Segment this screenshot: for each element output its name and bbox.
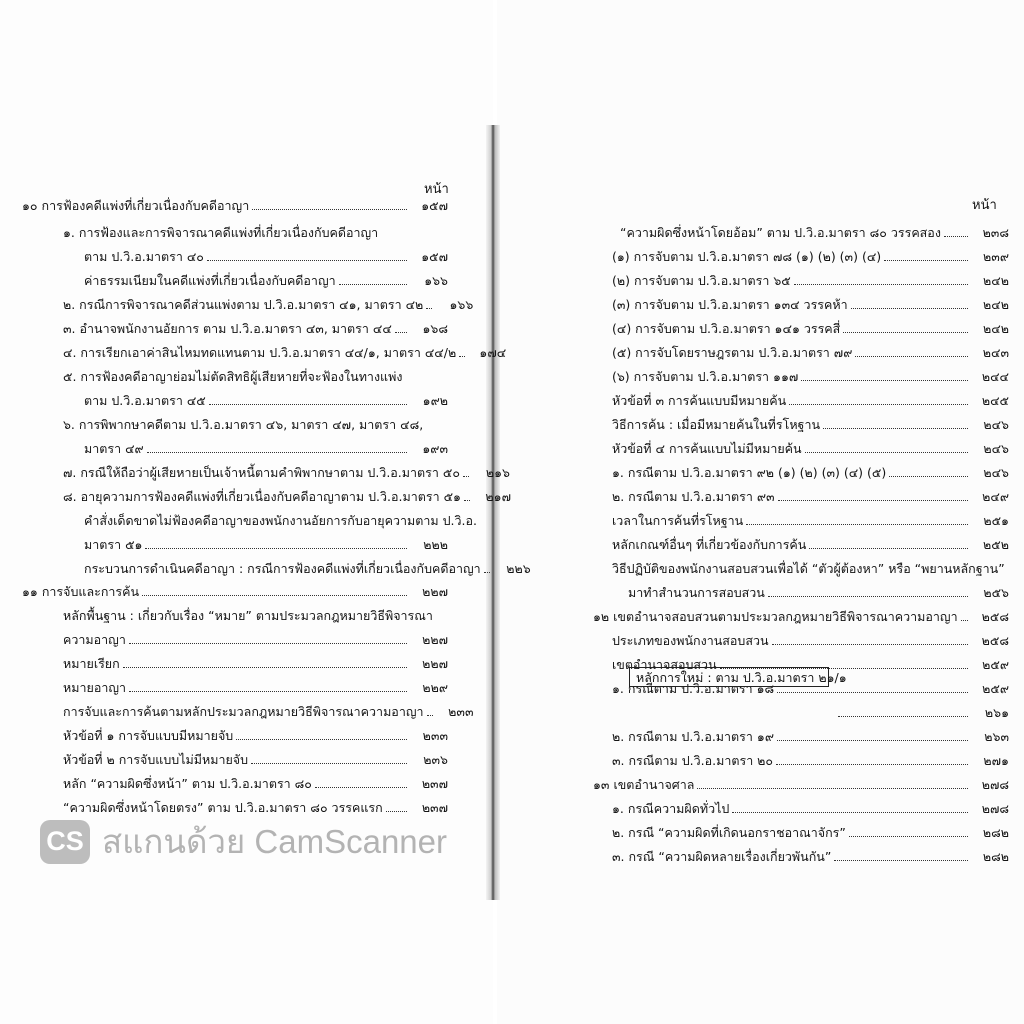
toc-entry-page: ๒๒๙ xyxy=(422,680,448,695)
toc-entry-page: ๒๖๓ xyxy=(984,729,1009,744)
toc-entry-page: ๒๗๘ xyxy=(981,777,1009,792)
toc-entry-text: ๓. อำนาจพนักงานอัยการ ตาม ป.วิ.อ.มาตรา ๔๓, มาตรา ๔๔ xyxy=(63,321,392,336)
toc-entry-text: ตาม ป.วิ.อ.มาตรา ๔๕ xyxy=(84,393,206,408)
dot-leader xyxy=(805,452,968,453)
toc-entry xyxy=(612,483,1009,505)
toc-entry xyxy=(612,795,1009,817)
dot-leader xyxy=(463,476,469,477)
dot-leader xyxy=(801,380,968,381)
dot-leader xyxy=(426,308,432,309)
toc-entry xyxy=(63,459,510,481)
dot-leader xyxy=(777,740,968,741)
toc-entry-page: ๒๓๖ xyxy=(423,752,448,767)
toc-entry xyxy=(84,243,448,265)
toc-entry-text: (๕) การจับโดยราษฎรตาม ป.วิ.อ.มาตรา ๗๙ xyxy=(612,345,853,360)
toc-entry-text: หลัก “ความผิดซึ่งหน้า” ตาม ป.วิ.อ.มาตรา ๘๐ xyxy=(63,776,312,791)
toc-entry-text: ค่าธรรมเนียมในคดีแพ่งที่เกี่ยวเนื่องกับคดีอาญา xyxy=(84,273,336,288)
toc-entry xyxy=(593,771,1009,793)
dot-leader xyxy=(849,836,968,837)
right-page-header: หน้า xyxy=(972,198,997,213)
toc-entry-text: “ความผิดซึ่งหน้าโดยตรง” ตาม ป.วิ.อ.มาตรา ๘๐ วรรคแรก xyxy=(63,800,383,815)
dot-leader xyxy=(395,332,407,333)
toc-entry-page: ๑๖๖ xyxy=(449,297,474,312)
dot-leader xyxy=(427,715,433,716)
toc-entry xyxy=(612,819,1009,841)
toc-entry xyxy=(612,267,1009,289)
toc-entry-page: ๑๕๗ xyxy=(421,198,448,213)
toc-entry-text: ๑. กรณีตาม ป.วิ.อ.มาตรา ๑๘ xyxy=(612,681,775,696)
dot-leader xyxy=(823,428,968,429)
toc-entry-text: ๘. อายุความการฟ้องคดีแพ่งที่เกี่ยวเนื่องกับคดีอาญาตาม ป.วิ.อ.มาตรา ๕๑ xyxy=(63,489,461,504)
boxed-note: หลักการใหม่ : ตาม ป.วิ.อ.มาตรา ๒๑/๑ xyxy=(629,667,829,687)
toc-entry-page: ๒๑๖ xyxy=(485,465,510,480)
toc-entry-page: ๒๔๙ xyxy=(982,489,1009,504)
dot-leader xyxy=(145,548,407,549)
toc-entry xyxy=(612,411,1009,433)
toc-entry-text: ๕. การฟ้องคดีอาญาย่อมไม่ตัดสิทธิผู้เสียหายที่จะฟ้องในทางแพ่ง xyxy=(63,369,403,384)
toc-entry-page: ๒๔๖ xyxy=(983,417,1009,432)
toc-entry-text: กระบวนการดำเนินคดีอาญา : กรณีการฟ้องคดีแพ่งที่เกี่ยวเนื่องกับคดีอาญา xyxy=(84,561,481,576)
toc-entry xyxy=(63,315,448,337)
dot-leader xyxy=(732,812,968,813)
dot-leader xyxy=(778,500,968,501)
dot-leader xyxy=(251,763,407,764)
toc-entry xyxy=(612,507,1009,529)
toc-entry xyxy=(63,746,448,768)
toc-entry-page: ๒๑๗ xyxy=(485,489,511,504)
toc-entry xyxy=(84,555,531,577)
toc-entry xyxy=(63,626,448,648)
dot-leader xyxy=(961,620,968,621)
toc-entry-text: การจับและการค้นตามหลักประมวลกฎหมายวิธีพิจารณาความอาญา xyxy=(63,704,424,719)
toc-entry-text: (๔) การจับตาม ป.วิ.อ.มาตรา ๑๔๑ วรรคสี่ xyxy=(612,321,841,336)
dot-leader xyxy=(697,788,968,789)
dot-leader xyxy=(147,452,407,453)
dot-leader xyxy=(809,548,968,549)
toc-entry-text: หัวข้อที่ ๓ การค้นแบบมีหมายค้น xyxy=(612,393,787,408)
dot-leader xyxy=(459,356,465,357)
toc-entry-text: มาตรา ๕๑ xyxy=(84,537,143,552)
toc-entry-page: ๒๓๗ xyxy=(421,800,448,815)
dot-leader xyxy=(794,284,968,285)
toc-entry-text: (๖) การจับตาม ป.วิ.อ.มาตรา ๑๑๗ xyxy=(612,369,799,384)
toc-entry-page: ๒๔๖ xyxy=(983,465,1009,480)
toc-entry-text: วิธีปฏิบัติของพนักงานสอบสวนเพื่อได้ “ตัวผู้ต้องหา” หรือ “พยานหลักฐาน” xyxy=(612,561,1005,576)
dot-leader xyxy=(315,787,407,788)
dot-leader xyxy=(236,739,407,740)
dot-leader xyxy=(746,524,968,525)
toc-entry-page: ๒๓๘ xyxy=(982,225,1009,240)
toc-entry-page: ๒๕๙ xyxy=(982,681,1009,696)
toc-entry-text: มาทำสำนวนการสอบสวน xyxy=(628,585,765,600)
toc-entry-text: “ความผิดซึ่งหน้าโดยอ้อม” ตาม ป.วิ.อ.มาตรา ๘๐ วรรคสอง xyxy=(620,225,941,240)
toc-entry-page: ๒๓๙ xyxy=(983,249,1009,264)
toc-entry-page: ๑๙๒ xyxy=(422,393,448,408)
toc-entry-text: ๗. กรณีให้ถือว่าผู้เสียหายเป็นเจ้าหนี้ตามคำพิพากษาตาม ป.วิ.อ.มาตรา ๕๐ xyxy=(63,465,460,480)
watermark-text: สแกนด้วย CamScanner xyxy=(102,823,448,860)
toc-entry xyxy=(612,555,1005,577)
dot-leader xyxy=(339,284,407,285)
toc-entry-text: เขตอำนาจสอบสวน xyxy=(612,657,717,672)
toc-entry-page: ๒๕๖ xyxy=(983,585,1009,600)
left-page-header: หน้า xyxy=(424,182,449,197)
dot-leader xyxy=(129,691,407,692)
toc-entry xyxy=(612,363,1009,385)
toc-entry-text: ๓. กรณี “ความผิดหลายเรื่องเกี่ยวพันกัน” xyxy=(612,849,832,864)
toc-entry-text: ๑๐ การฟ้องคดีแพ่งที่เกี่ยวเนื่องกับคดีอาญา xyxy=(22,198,250,213)
toc-entry xyxy=(63,698,474,720)
toc-entry xyxy=(63,794,448,816)
toc-entry xyxy=(628,579,1009,601)
dot-leader xyxy=(768,596,968,597)
toc-entry-page: ๑๕๗ xyxy=(421,249,448,264)
dot-leader xyxy=(834,860,968,861)
toc-entry-text: เวลาในการค้นที่รโหฐาน xyxy=(612,513,744,528)
toc-entry xyxy=(22,578,448,600)
toc-entry xyxy=(612,843,1009,865)
toc-entry xyxy=(63,339,507,361)
toc-entry xyxy=(22,192,448,214)
toc-entry-text: หัวข้อที่ ๑ การจับแบบมีหมายจับ xyxy=(63,728,234,743)
toc-entry xyxy=(612,291,1009,313)
dot-leader xyxy=(944,236,968,237)
dot-leader xyxy=(884,260,968,261)
toc-entry xyxy=(63,219,378,241)
dot-leader xyxy=(772,644,968,645)
toc-entry xyxy=(612,339,1009,361)
toc-entry xyxy=(620,219,1009,241)
toc-entry xyxy=(63,674,448,696)
toc-entry-page: ๒๓๓ xyxy=(422,728,448,743)
toc-entry xyxy=(84,267,448,289)
dot-leader xyxy=(386,811,407,812)
toc-entry xyxy=(612,627,1009,649)
dot-leader xyxy=(464,500,470,501)
toc-entry-page: ๒๖๑ xyxy=(984,705,1009,720)
toc-entry-text: ๒. กรณีการพิจารณาคดีส่วนแพ่งตาม ป.วิ.อ.มาตรา ๔๑, มาตรา ๔๒ xyxy=(63,297,424,312)
dot-leader xyxy=(484,572,490,573)
toc-entry-page: ๒๔๕ xyxy=(981,393,1009,408)
toc-entry xyxy=(612,459,1009,481)
toc-entry xyxy=(63,411,423,433)
camscanner-logo-icon: CS xyxy=(40,820,90,864)
dot-leader xyxy=(142,595,407,596)
toc-entry-page: ๒๒๗ xyxy=(422,656,448,671)
toc-entry-text: หมายเรียก xyxy=(63,656,120,671)
toc-entry-page: ๒๓๗ xyxy=(421,776,448,791)
toc-entry-page: ๒๔๒ xyxy=(983,273,1009,288)
toc-entry-page: ๒๓๓ xyxy=(448,704,474,719)
toc-entry-page: ๒๒๒ xyxy=(423,537,448,552)
toc-entry-text: มาตรา ๔๙ xyxy=(84,441,144,456)
toc-entry-text: ๒. กรณีตาม ป.วิ.อ.มาตรา ๑๙ xyxy=(612,729,774,744)
dot-leader xyxy=(207,260,407,261)
toc-entry-page: ๒๔๖ xyxy=(983,441,1009,456)
toc-entry xyxy=(63,602,433,624)
toc-entry-page: ๒๗๘ xyxy=(981,801,1009,816)
dot-leader xyxy=(777,692,968,693)
toc-entry xyxy=(63,770,448,792)
toc-entry-page: ๒๕๘ xyxy=(981,633,1009,648)
toc-entry xyxy=(63,650,448,672)
dot-leader xyxy=(855,356,968,357)
toc-entry-page: ๒๒๗ xyxy=(422,632,448,647)
toc-entry-text: ๑. การฟ้องและการพิจารณาคดีแพ่งที่เกี่ยวเนื่องกับคดีอาญา xyxy=(63,225,379,240)
toc-entry-text: ความอาญา xyxy=(63,632,126,647)
dot-leader xyxy=(889,476,968,477)
toc-entry-text: ๑๑ การจับและการค้น xyxy=(22,584,140,599)
toc-entry-text: ประเภทของพนักงานสอบสวน xyxy=(612,633,769,648)
toc-entry-page: ๒๕๒ xyxy=(983,537,1009,552)
toc-entry-text: (๑) การจับตาม ป.วิ.อ.มาตรา ๗๘ (๑) (๒) (๓) (๔) xyxy=(612,249,882,264)
dot-leader xyxy=(776,764,968,765)
toc-entry-text: ๑๒ เขตอำนาจสอบสวนตามประมวลกฎหมายวิธีพิจารณาความอาญา xyxy=(593,609,958,624)
toc-entry-text: หลักพื้นฐาน : เกี่ยวกับเรื่อง “หมาย” ตามประมวลกฎหมายวิธีพิจารณา xyxy=(63,608,433,623)
dot-leader xyxy=(252,209,407,210)
toc-entry-text: หัวข้อที่ ๒ การจับแบบไม่มีหมายจับ xyxy=(63,752,249,767)
toc-entry-page: ๒๔๔ xyxy=(981,369,1009,384)
toc-entry-text: (๒) การจับตาม ป.วิ.อ.มาตรา ๖๕ xyxy=(612,273,791,288)
toc-entry-page: ๒๗๑ xyxy=(983,753,1009,768)
toc-entry-page: ๑๖๘ xyxy=(422,321,448,336)
toc-entry-text: ตาม ป.วิ.อ.มาตรา ๔๐ xyxy=(84,249,204,264)
dot-leader xyxy=(129,643,407,644)
toc-entry-text: ๓. กรณีตาม ป.วิ.อ.มาตรา ๒๐ xyxy=(612,753,774,768)
toc-entry-page: ๒๕๙ xyxy=(982,657,1009,672)
toc-entry xyxy=(84,507,477,529)
toc-entry xyxy=(612,315,1009,337)
toc-entry-text: ๒. กรณี “ความผิดที่เกิดนอกราชอาณาจักร” xyxy=(612,825,846,840)
toc-entry-text: ๒. กรณีตาม ป.วิ.อ.มาตรา ๙๓ xyxy=(612,489,775,504)
toc-entry-page: ๑๖๖ xyxy=(424,273,448,288)
toc-entry-text: หลักเกณฑ์อื่นๆ ที่เกี่ยวข้องกับการค้น xyxy=(612,537,807,552)
toc-entry-page: ๒๔๒ xyxy=(983,321,1009,336)
camscanner-watermark xyxy=(40,815,447,868)
toc-entry xyxy=(612,747,1009,769)
toc-entry-page: ๒๒๗ xyxy=(422,584,448,599)
toc-entry-page: ๒๔๓ xyxy=(982,345,1009,360)
toc-entry xyxy=(593,603,1009,625)
toc-entry xyxy=(63,483,511,505)
toc-entry xyxy=(63,722,448,744)
toc-entry-text: หมายอาญา xyxy=(63,680,127,695)
toc-entry-page: ๒๔๒ xyxy=(983,297,1009,312)
toc-entry xyxy=(84,531,448,553)
dot-leader xyxy=(843,332,968,333)
toc-entry-text: ๑๓ เขตอำนาจศาล xyxy=(593,777,695,792)
toc-entry xyxy=(63,291,474,313)
toc-entry-text: (๓) การจับตาม ป.วิ.อ.มาตรา ๑๓๔ วรรคห้า xyxy=(612,297,848,312)
dot-leader xyxy=(851,308,968,309)
toc-entry xyxy=(835,699,1009,721)
toc-entry xyxy=(84,435,448,457)
toc-entry-text: หัวข้อที่ ๔ การค้นแบบไม่มีหมายค้น xyxy=(612,441,802,456)
toc-entry-page: ๒๘๒ xyxy=(982,849,1009,864)
toc-entry-text: ๑. กรณีความผิดทั่วไป xyxy=(612,801,730,816)
toc-entry-page: ๑๗๔ xyxy=(479,345,507,360)
toc-entry-page: ๑๙๓ xyxy=(422,441,448,456)
toc-entry xyxy=(84,387,448,409)
toc-entry-text: คำสั่งเด็ดขาดไม่ฟ้องคดีอาญาของพนักงานอัยการกับอายุความตาม ป.วิ.อ. xyxy=(84,513,477,528)
dot-leader xyxy=(123,667,407,668)
toc-entry-text: วิธีการค้น : เมื่อมีหมายค้นในที่รโหฐาน xyxy=(612,417,821,432)
toc-entry-page: ๒๕๑ xyxy=(983,513,1009,528)
toc-entry-page: ๒๕๘ xyxy=(981,609,1009,624)
toc-entry xyxy=(612,435,1009,457)
dot-leader xyxy=(209,404,407,405)
toc-entry xyxy=(612,723,1009,745)
toc-entry xyxy=(63,363,402,385)
dot-leader xyxy=(789,404,968,405)
toc-entry-text: ๖. การพิพากษาคดีตาม ป.วิ.อ.มาตรา ๔๖, มาตรา ๔๗, มาตรา ๔๘, xyxy=(63,417,424,432)
dot-leader xyxy=(838,716,968,717)
toc-entry xyxy=(612,387,1009,409)
toc-entry-page: ๒๒๖ xyxy=(506,561,531,576)
toc-entry xyxy=(612,531,1009,553)
toc-entry xyxy=(612,243,1009,265)
book-gutter xyxy=(486,125,500,900)
toc-entry-text: ๑. กรณีตาม ป.วิ.อ.มาตรา ๙๒ (๑) (๒) (๓) (๔) (๕) xyxy=(612,465,887,480)
toc-entry-page: ๒๘๒ xyxy=(982,825,1009,840)
toc-entry-text: ๔. การเรียกเอาค่าสินไหมทดแทนตาม ป.วิ.อ.มาตรา ๔๔/๑, มาตรา ๔๔/๒ xyxy=(63,345,457,360)
